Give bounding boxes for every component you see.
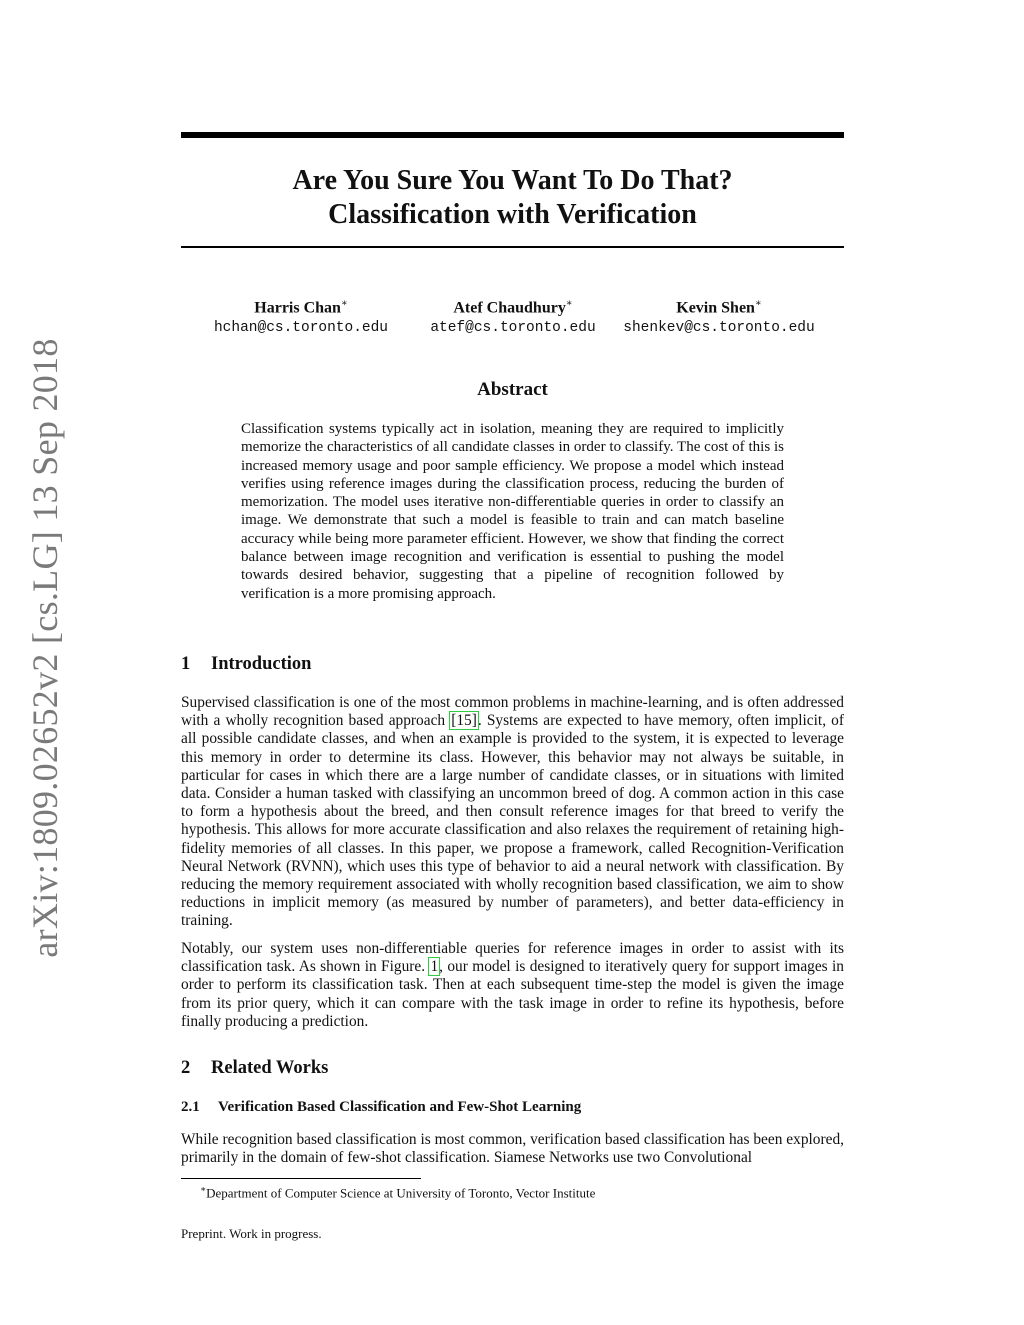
section-introduction-heading [181,654,311,675]
author-email: atef@cs.toronto.edu [430,320,596,337]
preprint-note: Preprint. Work in progress. [181,1226,322,1241]
author-2 [413,294,613,338]
section-title: Related Works [211,1058,329,1078]
footnote [200,1181,595,1201]
title-rule-bottom [181,246,844,248]
footnote-rule [181,1178,421,1179]
author-footnote-mark: ∗ [565,298,573,309]
subsection-title: Verification Based Classification and Few-Shot Learning [218,1099,582,1115]
title-line-1: Are You Sure You Want To Do That? [292,165,733,196]
section-related-works-heading [181,1058,328,1079]
subsection-number: 2.1 [181,1099,200,1115]
related-paragraph-1: While recognition based classification is most common, verification based classification has been explored, primarily in the domain of few-shot classification. Siamese Networks use two Convolutional [181,1131,844,1167]
author-name: Atef Chaudhury [453,299,566,317]
paper-title [181,164,844,232]
abstract-heading: Abstract [477,379,548,400]
footnote-text: Department of Computer Science at University of Toronto, Vector Institute [206,1185,596,1201]
author-3 [619,294,819,338]
citation-link[interactable]: [15] [451,712,477,730]
author-block [181,294,844,338]
paragraph-text: . Systems are expected to have memory, often implicit, of all possible candidate classes, and when an example is provided to the system, it is expected to leverage this memory in order to determine its class. However, this behavior may not always be suitable, in particular for cases in which there are a large number of candidate classes, or in situations with limited data. Consider a human tasked with classifying an uncommon breed of dog. A common action in this case to form a hypothesis about the breed, and then consult reference images for that breed to verify the hypothesis. This allows for more accurate classification and also relaxes the requirement of retaining high-fidelity memories of all classes. In this paper, we propose a framework, called Recognition-Verification Neural Network (RVNN), which uses this type of behavior to aid a neural network with classification. By reducing the memory requirement associated with wholly recognition based classification, we aim to show reductions in implicit memory (as measured by number of parameters), and better data-efficiency in training. [181,712,844,930]
title-rule-top [181,132,844,138]
author-name: Harris Chan [254,299,341,317]
author-email: shenkev@cs.toronto.edu [623,320,815,337]
arxiv-identifier: arXiv:1809.02652v2 [cs.LG] 13 Sep 2018 [25,338,65,958]
author-email: hchan@cs.toronto.edu [213,320,389,337]
figure-reference-link[interactable]: 1 [430,958,439,976]
paragraph-text: Supervised classification is one of the most common problems in machine-learning, and is often addressed with a wholly recognition based approach [181,694,844,730]
section-number: 1 [181,654,191,674]
subsection-verification-heading [181,1099,581,1116]
author-1 [201,294,401,338]
author-name: Kevin Shen [676,299,755,317]
author-footnote-mark: ∗ [754,298,762,309]
title-line-2: Classification with Verification [328,199,697,230]
paragraph-text: , our model is designed to iteratively query for support images in order to perform its classification task. Then at each subsequent time-step the model is given the image from its prior query, which it can compare with the task image in order to refine its hypothesis, before finally producing a prediction. [181,958,845,1030]
author-footnote-mark: ∗ [340,298,348,309]
intro-paragraph-1 [181,694,844,931]
section-title: Introduction [211,654,312,674]
footnote-mark: ∗ [200,1184,207,1194]
paragraph-text: Notably, our system uses non-differentiable queries for reference images in order to assist with its classification task. As shown in Figure. [181,940,844,976]
intro-paragraph-2 [181,940,844,1031]
abstract-text: Classification systems typically act in isolation, meaning they are required to implicitly memorize the characteristics of all candidate classes in order to classify. The cost of this is increased memory usage and poor sample efficiency. We propose a model which instead verifies using reference images during the classification process, reducing the burden of memorization. The model uses iterative non-differentiable queries in order to classify an image. We demonstrate that such a model is feasible to train and can match baseline accuracy while being more parameter efficient. However, we show that finding the correct balance between image recognition and verification is essential to pushing the model towards desired behavior, suggesting that a pipeline of recognition followed by verification is a more promising approach. [241,421,784,602]
section-number: 2 [181,1058,191,1078]
